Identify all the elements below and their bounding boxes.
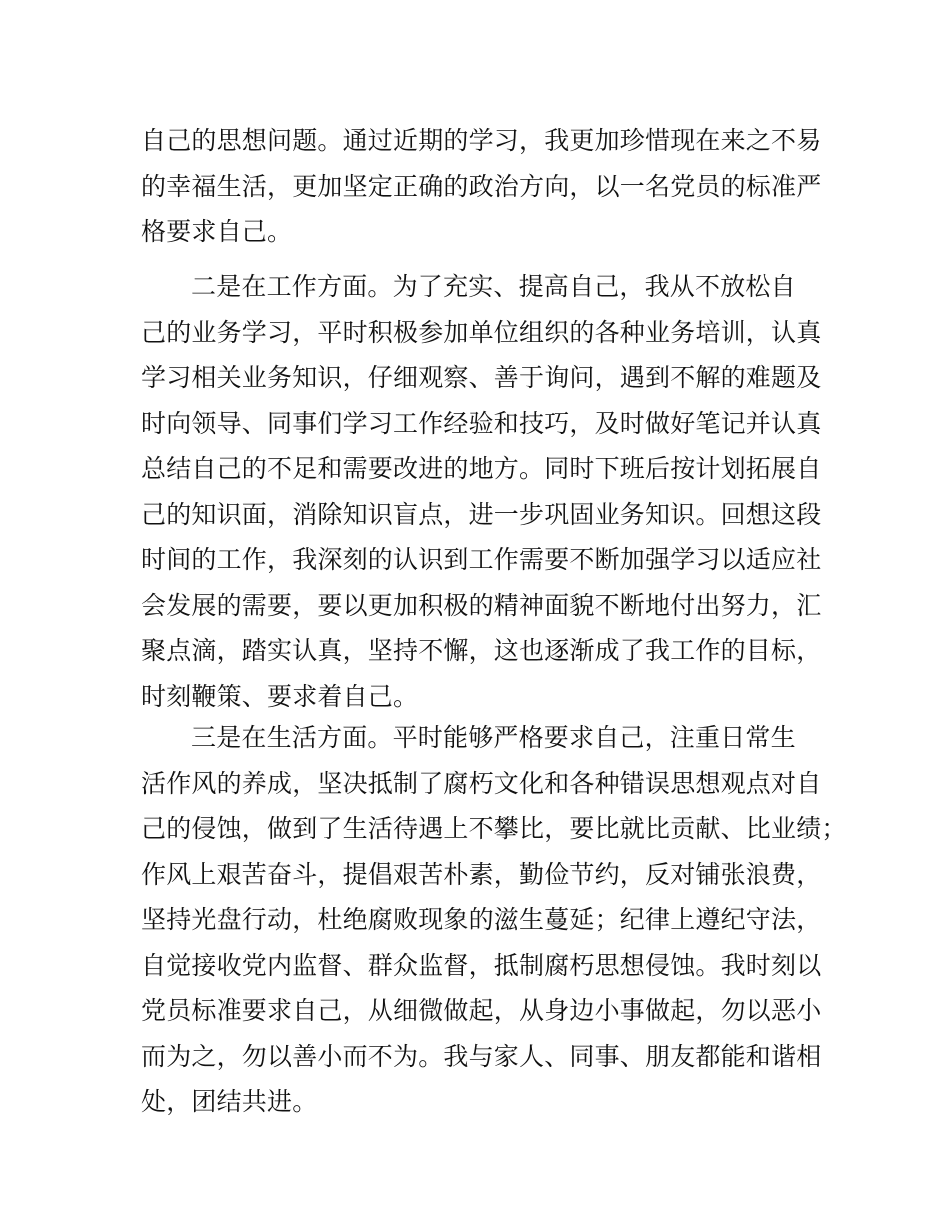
text-line: 格要求自己。 <box>141 217 293 246</box>
text-line: 三是在生活方面。平时能够严格要求自己，注重日常生 <box>191 723 796 752</box>
text-line: 而为之，勿以善小而不为。我与家人、同事、朋友都能和谐相 <box>141 1041 822 1071</box>
text-line: 己的知识面，消除知识盲点，进一步巩固业务知识。回想这段 <box>141 499 822 529</box>
text-line: 处，团结共进。 <box>141 1087 318 1116</box>
text-line: 己的侵蚀，做到了生活待遇上不攀比，要比就比贡献、比业绩； <box>141 814 847 843</box>
text-line: 时向领导、同事们学习工作经验和技巧，及时做好笔记并认真 <box>141 408 822 438</box>
text-line: 会发展的需要，要以更加积极的精神面貌不断地付出努力，汇 <box>141 590 822 620</box>
text-line: 活作风的养成，坚决抵制了腐朽文化和各种错误思想观点对自 <box>141 768 822 798</box>
paragraph-work <box>141 264 841 719</box>
text-line: 学习相关业务知识，仔细观察、善于询问，遇到不解的难题及 <box>141 363 822 392</box>
text-line: 总结自己的不足和需要改进的地方。同时下班后按计划拓展自 <box>141 454 822 483</box>
text-line: 自觉接收党内监督、群众监督，抵制腐朽思想侵蚀。我时刻以 <box>141 950 822 980</box>
text-line: 自己的思想问题。通过近期的学习，我更加珍惜现在来之不易 <box>141 126 822 155</box>
text-line: 聚点滴，踏实认真，坚持不懈，这也逐渐成了我工作的目标， <box>141 636 822 665</box>
paragraph-ideology-continuation <box>141 118 841 255</box>
text-line: 坚持光盘行动，杜绝腐败现象的滋生蔓延；纪律上遵纪守法， <box>141 905 822 934</box>
paragraph-life <box>141 715 847 1125</box>
text-line: 党员标准要求自己，从细微做起，从身边小事做起，勿以恶小 <box>141 996 822 1025</box>
text-line: 时刻鞭策、要求着自己。 <box>141 681 419 711</box>
text-line: 二是在工作方面。为了充实、提高自己，我从不放松自 <box>191 272 796 301</box>
text-line: 作风上艰苦奋斗，提倡艰苦朴素，勤俭节约，反对铺张浪费， <box>141 859 822 889</box>
text-line: 己的业务学习，平时积极参加单位组织的各种业务培训，认真 <box>141 317 822 347</box>
text-line: 的幸福生活，更加坚定正确的政治方向，以一名党员的标准严 <box>141 171 822 201</box>
text-line: 时间的工作，我深刻的认识到工作需要不断加强学习以适应社 <box>141 545 822 574</box>
